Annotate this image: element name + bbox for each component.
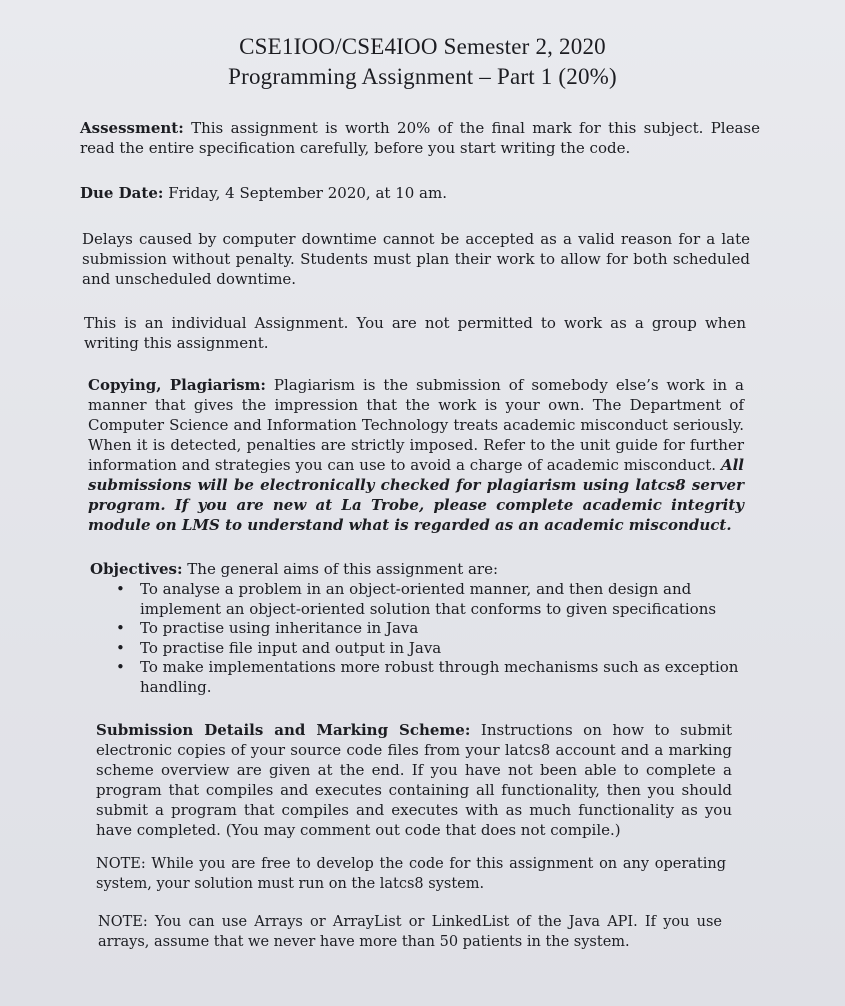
due-date-label: Due Date:	[80, 184, 164, 202]
plagiarism-label: Copying, Plagiarism:	[88, 376, 266, 394]
list-item-text: To make implementations more robust through mechanisms such as exception handling.	[140, 658, 739, 696]
note-arrays-paragraph: NOTE: You can use Arrays or ArrayList or LinkedList of the Java API. If you use arrays, assume that we never have more than 50 patients in the system.	[98, 914, 722, 950]
bullet-icon: •	[116, 638, 125, 657]
assessment-text: This assignment is worth 20% of the final mark for this subject. Please read the entire specification carefully, before you start writing the code.	[80, 119, 760, 157]
submission-text: Instructions on how to submit electronic copies of your source code files from your latcs8 account and a marking scheme overview are given at the end. If you have not been able to complete a program that compiles and executes containing all functionality, then you should submit a program that compiles and executes with as much functionality as you have completed. (You may comment out code that does not compile.)	[96, 721, 732, 839]
individual-paragraph: This is an individual Assignment. You are not permitted to work as a group when writing this assignment.	[84, 314, 746, 352]
plagiarism-text: Plagiarism is the submission of somebody else’s work in a manner that gives the impression that the work is your own. The Department of Computer Science and Information Technology treats academic misconduct seriously. When it is detected, penalties are strictly imposed. Refer to the unit guide for further information and strategies you can use to avoid a charge of academic misconduct.	[88, 376, 744, 474]
plagiarism-paragraph	[88, 375, 744, 535]
note-os-paragraph: NOTE: While you are free to develop the code for this assignment on any operating system, your solution must run on the latcs8 system.	[96, 856, 726, 892]
submission-label: Submission Details and Marking Scheme:	[96, 721, 471, 739]
plagiarism-emphasis: All submissions will be electronically checked for plagiarism using latcs8 server program. If you are new at La Trobe, please complete academic integrity module on LMS to understand what is regarded as an academic misconduct.	[88, 456, 744, 534]
bullet-icon: •	[116, 580, 125, 598]
objectives-list	[112, 580, 740, 697]
list-item-text: To practise using inheritance in Java	[140, 619, 419, 637]
list-item	[112, 658, 740, 697]
submission-paragraph	[96, 720, 732, 840]
delays-paragraph: Delays caused by computer downtime cannot be accepted as a valid reason for a late submission without penalty. Students must plan their work to allow for both scheduled and unscheduled downtime.	[82, 230, 750, 288]
due-date-text: Friday, 4 September 2020, at 10 am.	[163, 184, 447, 202]
objectives-text: The general aims of this assignment are:	[182, 560, 499, 578]
list-item	[112, 639, 740, 659]
page-subtitle: Programming Assignment – Part 1 (20%)	[228, 64, 617, 89]
assessment-label: Assessment:	[80, 119, 184, 137]
bullet-icon: •	[116, 658, 125, 676]
page-title: CSE1IOO/CSE4IOO Semester 2, 2020	[239, 34, 606, 59]
list-item-text: To practise file input and output in Java	[140, 638, 442, 657]
list-item-text: To analyse a problem in an object-oriented manner, and then design and implement an object-oriented solution that conforms to given specifications	[140, 580, 717, 618]
objectives-paragraph	[90, 559, 740, 579]
list-item	[112, 580, 740, 619]
bullet-icon: •	[116, 619, 125, 637]
assessment-paragraph	[80, 118, 760, 158]
objectives-label: Objectives:	[90, 560, 183, 578]
due-date-paragraph	[80, 183, 760, 203]
list-item	[112, 619, 740, 639]
